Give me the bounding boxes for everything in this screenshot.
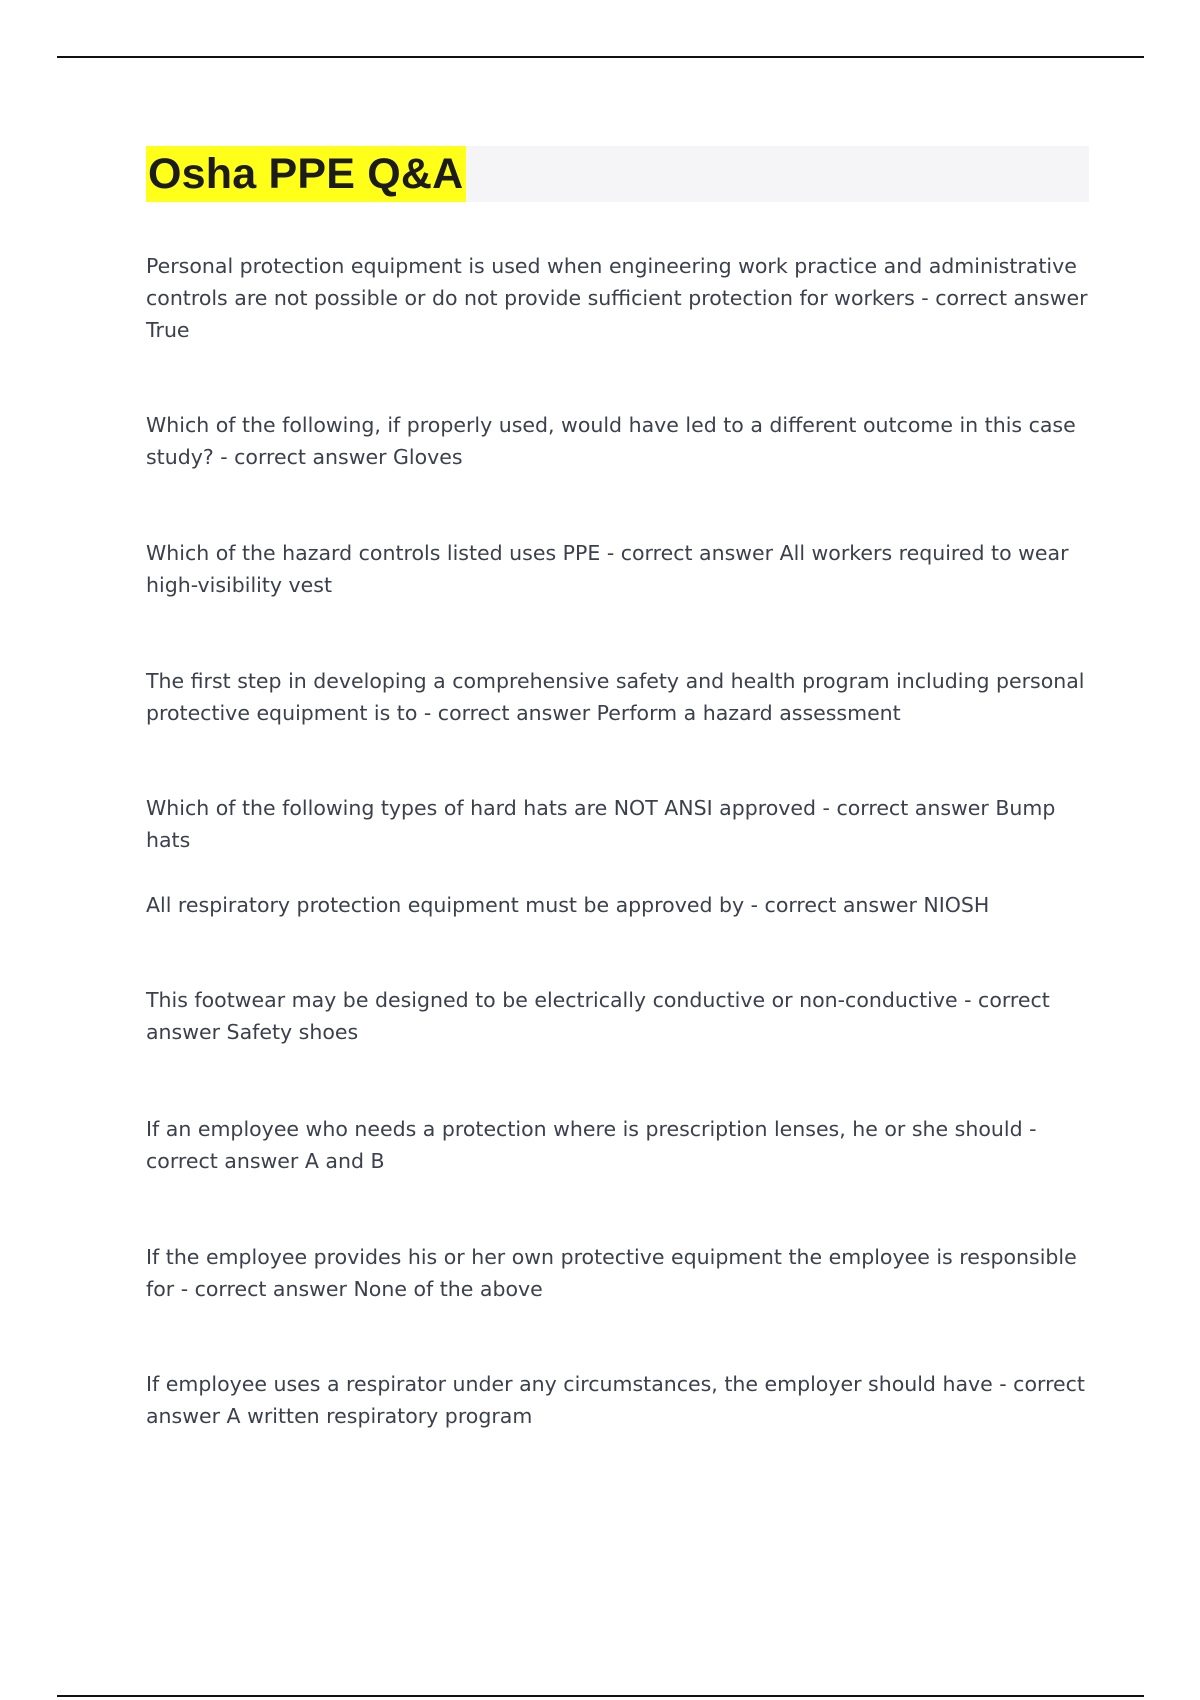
qa-item-3: Which of the hazard controls listed uses PPE - correct answer All workers required to wear high-visibility vest xyxy=(146,541,1069,597)
qa-item-9: If the employee provides his or her own protective equipment the employee is responsible for - correct answer None of the above xyxy=(146,1245,1077,1301)
bottom-rule xyxy=(57,1695,1144,1697)
qa-item-7: This footwear may be designed to be electrically conductive or non-conductive - correct answer Safety shoes xyxy=(146,988,1050,1044)
qa-item-4: The first step in developing a comprehensive safety and health program including personal protective equipment is to - correct answer Perform a hazard assessment xyxy=(146,669,1085,725)
qa-item-8: If an employee who needs a protection where is prescription lenses, he or she should - correct answer A and B xyxy=(146,1117,1037,1173)
qa-item-1: Personal protection equipment is used when engineering work practice and administrative controls are not possible or do not provide sufficient protection for workers - correct answer True xyxy=(146,254,1088,342)
qa-item-10: If employee uses a respirator under any circumstances, the employer should have - correct answer A written respiratory program xyxy=(146,1372,1085,1428)
qa-item-5: Which of the following types of hard hats are NOT ANSI approved - correct answer Bump hats xyxy=(146,796,1056,852)
qa-item-6: All respiratory protection equipment must be approved by - correct answer NIOSH xyxy=(146,893,990,917)
top-rule xyxy=(57,56,1144,58)
page-title: Osha PPE Q&A xyxy=(146,146,466,202)
qa-item-2: Which of the following, if properly used, would have led to a different outcome in this case study? - correct answer Gloves xyxy=(146,413,1076,469)
